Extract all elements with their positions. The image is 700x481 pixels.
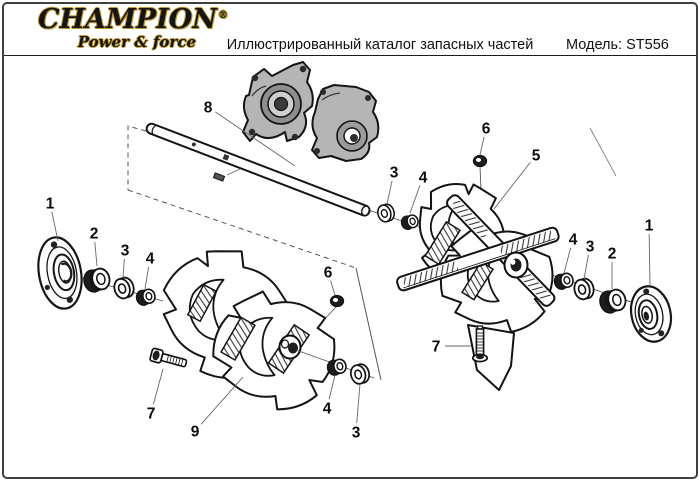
lock-nut-center xyxy=(331,296,344,307)
registered-mark: ® xyxy=(217,10,228,21)
callout-number-2: 2 xyxy=(607,245,617,263)
leader-line-3 xyxy=(387,181,392,204)
callout-number-3: 3 xyxy=(120,242,130,260)
leader-line-3 xyxy=(584,255,588,279)
model-label: Модель: ST556 xyxy=(566,37,669,53)
hex-nut-right xyxy=(598,287,628,315)
callout-number-4: 4 xyxy=(418,169,428,187)
flange-nut-right-inner xyxy=(400,213,420,230)
leader-line-3 xyxy=(123,259,124,278)
callout-number-3: 3 xyxy=(351,424,361,442)
projection-line xyxy=(356,268,381,380)
callout-number-9: 9 xyxy=(190,423,200,441)
hex-nut-left xyxy=(82,266,112,294)
leader-line-4 xyxy=(410,185,420,213)
leader-line-9 xyxy=(201,377,243,424)
champion-logo xyxy=(38,4,228,52)
leader-line-4 xyxy=(564,248,571,273)
callout-number-4: 4 xyxy=(322,400,332,418)
callout-number-6: 6 xyxy=(481,120,491,138)
flange-bearing-right xyxy=(626,283,676,346)
callout-number-7: 7 xyxy=(431,338,441,356)
leader-line-7 xyxy=(153,369,163,404)
flange-bearing-left xyxy=(33,234,87,312)
brand-name: CHAMPION® xyxy=(38,4,228,35)
washer-left xyxy=(112,276,136,301)
callout-number-7: 7 xyxy=(146,405,156,423)
callout-number-3: 3 xyxy=(585,238,595,256)
leader-line-4 xyxy=(329,375,335,399)
callout-number-4: 4 xyxy=(568,231,578,249)
flange-nut-left xyxy=(135,287,157,306)
shaft-pin xyxy=(213,173,224,181)
leader-line-4 xyxy=(145,267,149,289)
callout-number-2: 2 xyxy=(89,225,99,243)
auger-assembly-left xyxy=(153,241,350,426)
callout-number-3: 3 xyxy=(389,164,399,182)
leader-line-1 xyxy=(649,234,650,286)
washer-right-inner xyxy=(376,203,396,224)
carriage-bolt-left xyxy=(150,348,188,370)
gearbox-housing-right xyxy=(312,85,378,161)
page-title: Иллюстрированный каталог запасных частей xyxy=(226,37,534,53)
leader-line-3 xyxy=(357,384,360,423)
callout-number-5: 5 xyxy=(531,147,541,165)
leader-line-2 xyxy=(95,242,97,266)
washer-center xyxy=(349,362,371,385)
callout-number-6: 6 xyxy=(323,264,333,282)
leader-line-5 xyxy=(494,162,530,209)
header-divider xyxy=(4,55,696,56)
gearbox-housing-left xyxy=(243,62,313,141)
flange-nut-right-outer xyxy=(553,271,575,290)
callout-number-8: 8 xyxy=(203,99,213,117)
leader-line-6 xyxy=(331,281,335,295)
leader-line-6 xyxy=(480,137,484,155)
brand-tagline: Power & force xyxy=(77,33,196,52)
callout-number-1: 1 xyxy=(644,217,654,235)
callout-number-1: 1 xyxy=(45,195,55,213)
lock-nut-top-right xyxy=(474,156,487,167)
washer-right-outer xyxy=(572,277,596,301)
callout-number-4: 4 xyxy=(145,250,155,268)
